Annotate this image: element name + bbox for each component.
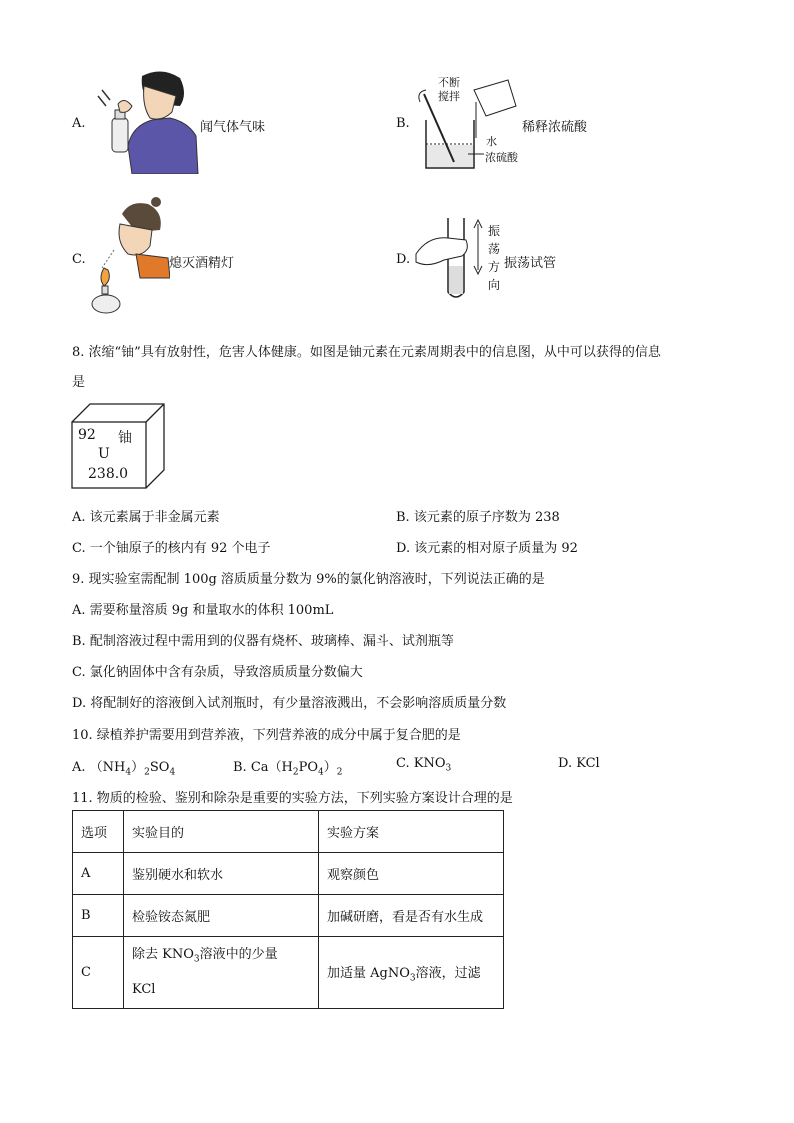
header-option: 选项 bbox=[73, 811, 124, 853]
element-name: 铀 bbox=[118, 430, 132, 446]
element-symbol: U bbox=[98, 446, 110, 462]
q9-option-b: B. 配制溶液过程中需用到的仪器有烧杯、玻璃棒、漏斗、试剂瓶等 bbox=[72, 634, 454, 649]
label-stir-2: 搅拌 bbox=[438, 90, 460, 103]
q8-stem-line1: 8. 浓缩“铀”具有放射性，危害人体健康。如图是铀元素在元素周期表中的信息图，从中可以获得的信息 bbox=[72, 345, 661, 360]
q8-option-c: C. 一个铀原子的核内有 92 个电子 bbox=[72, 541, 271, 556]
q10-stem: 10. 绿植养护需要用到营养液，下列营养液的成分中属于复合肥的是 bbox=[72, 728, 461, 743]
option-d-caption: 振荡试管 bbox=[504, 256, 557, 271]
option-b-letter: B. bbox=[396, 116, 410, 131]
q11-stem: 11. 物质的检验、鉴别和除杂是重要的实验方法，下列实验方案设计合理的是 bbox=[72, 791, 513, 806]
row-c-goal: 除去 $KNO_3$溶液中的少量 KCl bbox=[124, 937, 319, 1009]
q8-option-a: A. 该元素属于非金属元素 bbox=[72, 510, 220, 525]
q9-option-a: A. 需要称量溶质 9g 和量取水的体积 100mL bbox=[72, 603, 334, 618]
element-mass: 238.0 bbox=[88, 466, 129, 482]
label-water: 水 bbox=[486, 135, 497, 148]
row-a-goal: 鉴别硬水和软水 bbox=[124, 853, 319, 895]
option-d-letter: D. bbox=[396, 252, 411, 267]
row-b-option: B bbox=[73, 895, 124, 937]
extinguish-lamp-illustration bbox=[86, 196, 170, 314]
row-c-plan: 加适量 AgNO$_3$溶液，过滤 bbox=[319, 937, 504, 1009]
label-direction-1: 振 bbox=[488, 224, 501, 238]
option-a-letter: A. bbox=[72, 116, 86, 131]
row-b-plan: 加碱研磨，看是否有水生成 bbox=[319, 895, 504, 937]
q10-option-b: B. $Ca(H_2PO_4)_2$ bbox=[233, 760, 343, 778]
q8-option-d: D. 该元素的相对原子质量为 92 bbox=[396, 541, 578, 556]
header-plan: 实验方案 bbox=[319, 811, 504, 853]
q9-stem: 9. 现实验室需配制 100g 溶质质量分数为 9%的氯化钠溶液时，下列说法正确的是 bbox=[72, 572, 545, 587]
table-row bbox=[73, 895, 504, 937]
option-b-caption: 稀释浓硫酸 bbox=[522, 120, 588, 135]
q11-table bbox=[72, 810, 504, 1009]
table-row bbox=[73, 853, 504, 895]
table-header-row bbox=[73, 811, 504, 853]
smell-gas-illustration bbox=[92, 66, 202, 174]
q8-option-b: B. 该元素的原子序数为 238 bbox=[396, 510, 560, 525]
row-b-goal: 检验铵态氮肥 bbox=[124, 895, 319, 937]
q8-stem-line2: 是 bbox=[72, 375, 86, 390]
element-atomic-number: 92 bbox=[78, 427, 96, 443]
label-direction-2: 荡 bbox=[488, 242, 501, 256]
label-direction-3: 方 bbox=[488, 260, 501, 274]
q10-option-a: A. $(NH_4)_2SO_4$ bbox=[72, 760, 176, 778]
q9-option-d: D. 将配制好的溶液倒入试剂瓶时，有少量溶液溅出，不会影响溶质质量分数 bbox=[72, 696, 507, 711]
q10-option-d: D. KCl bbox=[558, 756, 600, 771]
q10-option-c: C. $KNO_3$ bbox=[396, 756, 452, 774]
label-acid: 浓硫酸 bbox=[485, 151, 518, 164]
row-c-option: C bbox=[73, 937, 124, 1009]
shake-tube-illustration bbox=[414, 216, 488, 304]
q9-option-c: C. 氯化钠固体中含有杂质，导致溶质质量分数偏大 bbox=[72, 665, 363, 680]
header-goal: 实验目的 bbox=[124, 811, 319, 853]
label-stir-1: 不断 bbox=[438, 76, 460, 89]
option-c-letter: C. bbox=[72, 252, 86, 267]
row-a-option: A bbox=[73, 853, 124, 895]
label-direction-4: 向 bbox=[488, 278, 501, 292]
table-row bbox=[73, 937, 504, 1009]
option-c-caption: 熄灭酒精灯 bbox=[169, 256, 235, 271]
option-a-caption: 闻气体气味 bbox=[200, 120, 266, 135]
row-a-plan: 观察颜色 bbox=[319, 853, 504, 895]
